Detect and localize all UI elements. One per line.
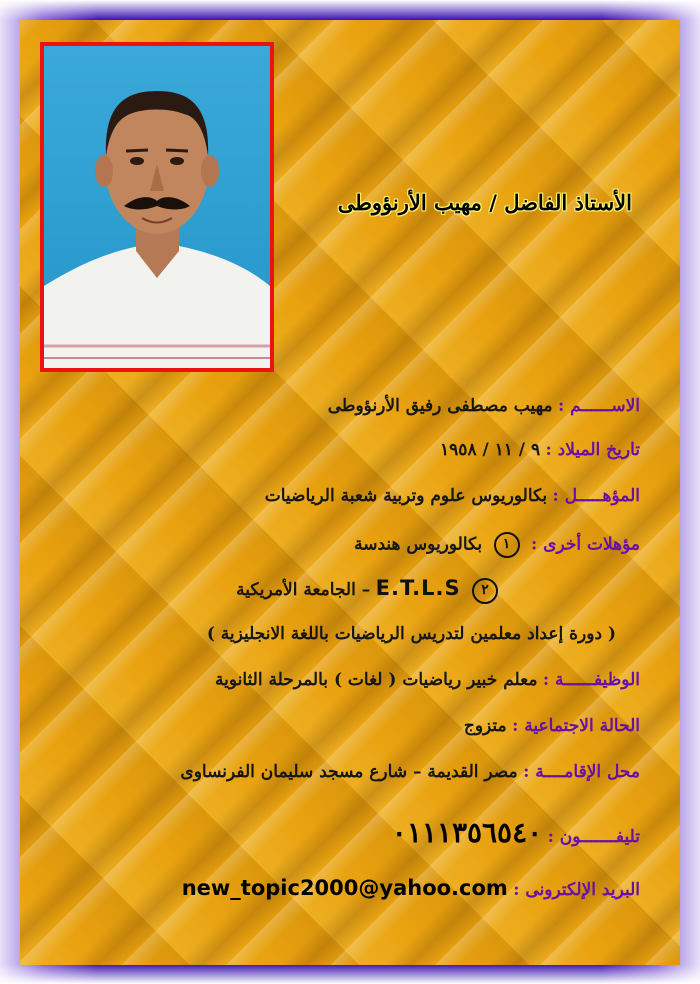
job-value: معلم خبير رياضيات ( لغات ) بالمرحلة الثانوية [214, 670, 538, 690]
name-label: الاســــــم : [557, 396, 640, 416]
etls-text: E.T.L.S [375, 576, 461, 600]
phone-value: ٠١١١٣٥٦٥٤٠ [391, 816, 543, 849]
name-row [328, 396, 640, 416]
marital-value: متزوج [463, 716, 507, 736]
portrait-photo [40, 42, 274, 372]
page-title: الأستاذ الفاضل / مهيب الأرنؤوطى [337, 190, 632, 215]
item-number-1: ١ [494, 532, 520, 558]
other-qualification-1: بكالوريوس هندسة [354, 534, 483, 555]
birth-label: تاريخ الميلاد : [545, 440, 640, 460]
job-label: الوظيفــــــة : [542, 670, 640, 690]
birth-row [440, 440, 640, 460]
phone-row [392, 816, 640, 849]
residence-value: مصر القديمة – شارع مسجد سليمان الفرنساوى [180, 762, 518, 782]
phone-label: تليفـــــــون : [547, 827, 640, 847]
course-text: ( دورة إعداد معلمين لتدريس الرياضيات باللغة الانجليزية ) [206, 624, 616, 644]
residence-label: محل الإقامــــة : [523, 762, 640, 782]
name-value: مهيب مصطفى رفيق الأرنؤوطى [327, 396, 553, 416]
other-qualification-2: – الجامعة الأمريكية [236, 580, 371, 600]
residence-row [180, 762, 640, 782]
qualification-label: المؤهـــــل : [552, 486, 640, 506]
frame-top-fade [0, 0, 700, 20]
qualification-row [265, 486, 640, 506]
cv-card [20, 20, 680, 965]
job-row [215, 670, 640, 690]
frame-bottom-fade [0, 964, 700, 984]
email-value: new_topic2000@yahoo.com [181, 876, 508, 900]
email-label: البريد الإلكترونى : [513, 880, 640, 900]
other-qualifications-label: مؤهلات أخرى : [530, 534, 640, 555]
qualification-value: بكالوريوس علوم وتربية شعبة الرياضيات [264, 486, 548, 506]
other-qualification-2-row [236, 576, 504, 604]
item-number-2: ٢ [472, 578, 498, 604]
course-row [207, 624, 616, 644]
email-row [182, 876, 640, 900]
marital-label: الحالة الاجتماعية : [512, 716, 640, 736]
birth-value: ٩ / ١١ / ١٩٥٨ [440, 440, 541, 460]
marital-row [464, 716, 640, 736]
other-qualifications-row [354, 532, 640, 558]
